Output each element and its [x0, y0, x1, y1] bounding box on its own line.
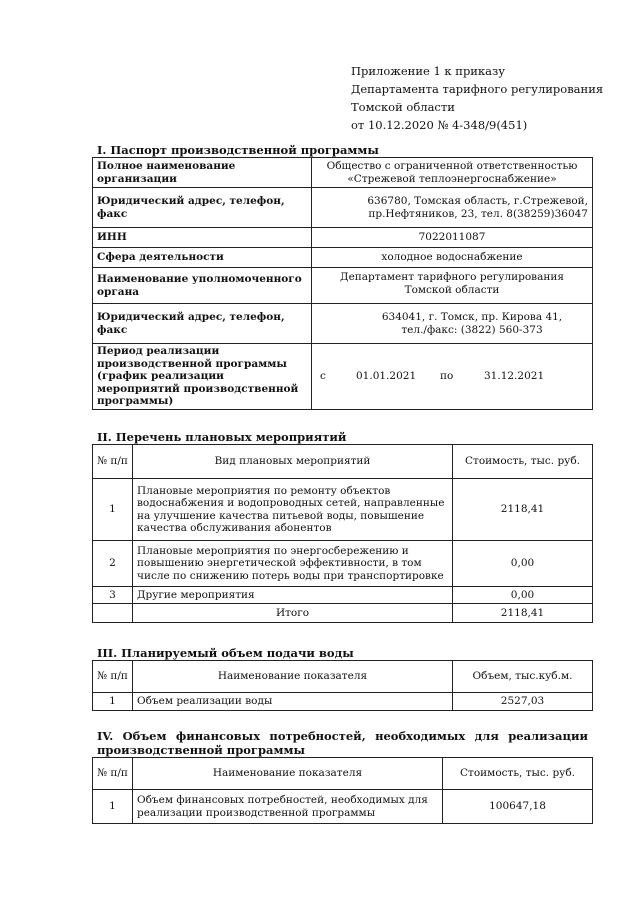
- period-from-word: с: [320, 370, 326, 382]
- row-cost: 0,00: [453, 587, 593, 604]
- header-cost: Стоимость, тыс. руб.: [453, 445, 593, 479]
- financial-needs-header-row: [93, 758, 593, 790]
- passport-value-line: Томской области: [404, 283, 500, 296]
- activities-total-row: [93, 604, 593, 623]
- passport-row-authority: [93, 268, 593, 304]
- header-num: № п/п: [93, 445, 133, 479]
- header-name: Наименование показателя: [133, 661, 453, 693]
- period-value: [312, 344, 593, 410]
- passport-value: холодное водоснабжение: [312, 248, 593, 268]
- row-name: Другие мероприятия: [133, 587, 453, 604]
- passport-label: Юридический адрес, телефон, факс: [93, 304, 312, 344]
- row-num: 1: [93, 693, 133, 711]
- water-volume-header-row: [93, 661, 593, 693]
- section-4-title-line-1: IV. Объем финансовых потребностей, необходимых для реализации: [97, 729, 588, 743]
- appendix-line-3: Томской области: [351, 100, 455, 114]
- row-cost: 2118,41: [453, 479, 593, 541]
- header-num: № п/п: [93, 758, 133, 790]
- period-label: Период реализации производственной программы (график реализации мероприятий производственной программы): [93, 344, 312, 410]
- row-num: 1: [93, 479, 133, 541]
- table-row: [93, 790, 593, 824]
- passport-row-authority-address: [93, 304, 593, 344]
- passport-value: [312, 158, 593, 188]
- header-name: Наименование показателя: [133, 758, 443, 790]
- row-name: Объем реализации воды: [133, 693, 453, 711]
- passport-label: Юридический адрес, телефон, факс: [93, 188, 312, 228]
- total-label: Итого: [133, 604, 453, 623]
- passport-value-line: 634041, г. Томск, пр. Кирова 41,: [381, 311, 563, 323]
- passport-table: [92, 157, 593, 410]
- water-volume-table: [92, 660, 593, 711]
- appendix-line-4: от 10.12.2020 № 4-348/9(451): [351, 118, 528, 132]
- section-3-title: III. Планируемый объем подачи воды: [97, 646, 354, 660]
- passport-row-period: [93, 344, 593, 410]
- passport-value: [312, 188, 593, 228]
- period-to-word: по: [440, 370, 454, 382]
- section-2-title: II. Перечень плановых мероприятий: [97, 430, 347, 444]
- table-row: [93, 541, 593, 587]
- header-cost: Стоимость, тыс. руб.: [443, 758, 593, 790]
- appendix-line-1: Приложение 1 к приказу: [351, 64, 506, 78]
- header-volume: Объем, тыс.куб.м.: [453, 661, 593, 693]
- passport-value-line: «Стрежевой теплоэнергоснабжение»: [347, 172, 557, 185]
- passport-value: [312, 268, 593, 304]
- passport-value-line: тел./факс: (3822) 560-373: [401, 323, 543, 336]
- passport-value: [312, 304, 593, 344]
- appendix-header: [351, 62, 603, 134]
- passport-label: ИНН: [93, 228, 312, 248]
- row-name: Плановые мероприятия по ремонту объектов водоснабжения и водопроводных сетей, направленные на улучшение качества питьевой воды, повышение качества обслуживания абонентов: [133, 479, 453, 541]
- passport-row-activity: [93, 248, 593, 268]
- table-row: [93, 479, 593, 541]
- row-name: Плановые мероприятия по энергосбережению и повышению энергетической эффективности, в том числе по снижению потерь воды при транспортировке: [133, 541, 453, 587]
- row-num: 1: [93, 790, 133, 824]
- row-cost: 100647,18: [443, 790, 593, 824]
- section-4-title-line-2: производственной программы: [97, 743, 305, 757]
- row-num: 3: [93, 587, 133, 604]
- appendix-line-2: Департамента тарифного регулирования: [351, 82, 604, 96]
- row-cost: 0,00: [453, 541, 593, 587]
- section-1-title: I. Паспорт производственной программы: [97, 143, 379, 157]
- passport-row-org-name: [93, 158, 593, 188]
- row-name: Объем финансовых потребностей, необходимых для реализации производственной программы: [133, 790, 443, 824]
- period-to-date: 31.12.2021: [484, 370, 545, 382]
- passport-value-line: пр.Нефтяников, 23, тел. 8(38259)36047: [368, 207, 588, 220]
- passport-row-inn: [93, 228, 593, 248]
- header-num: № п/п: [93, 661, 133, 693]
- activities-header-row: [93, 445, 593, 479]
- passport-label: Полное наименование организации: [93, 158, 312, 188]
- passport-label: Сфера деятельности: [93, 248, 312, 268]
- passport-value: 7022011087: [312, 228, 593, 248]
- passport-row-org-address: [93, 188, 593, 228]
- total-cost: 2118,41: [453, 604, 593, 623]
- passport-label: Наименование уполномоченного органа: [93, 268, 312, 304]
- passport-value-line: 636780, Томская область, г.Стрежевой,: [367, 195, 588, 207]
- period-from-date: 01.01.2021: [356, 370, 417, 382]
- table-row: [93, 693, 593, 711]
- financial-needs-table: [92, 757, 593, 824]
- row-volume: 2527,03: [453, 693, 593, 711]
- header-name: Вид плановых мероприятий: [133, 445, 453, 479]
- passport-value-line: Общество с ограниченной ответственностью: [326, 160, 578, 172]
- row-num: 2: [93, 541, 133, 587]
- total-empty-cell: [93, 604, 133, 623]
- activities-table: [92, 444, 593, 623]
- passport-value-line: Департамент тарифного регулирования: [340, 271, 564, 283]
- table-row: [93, 587, 593, 604]
